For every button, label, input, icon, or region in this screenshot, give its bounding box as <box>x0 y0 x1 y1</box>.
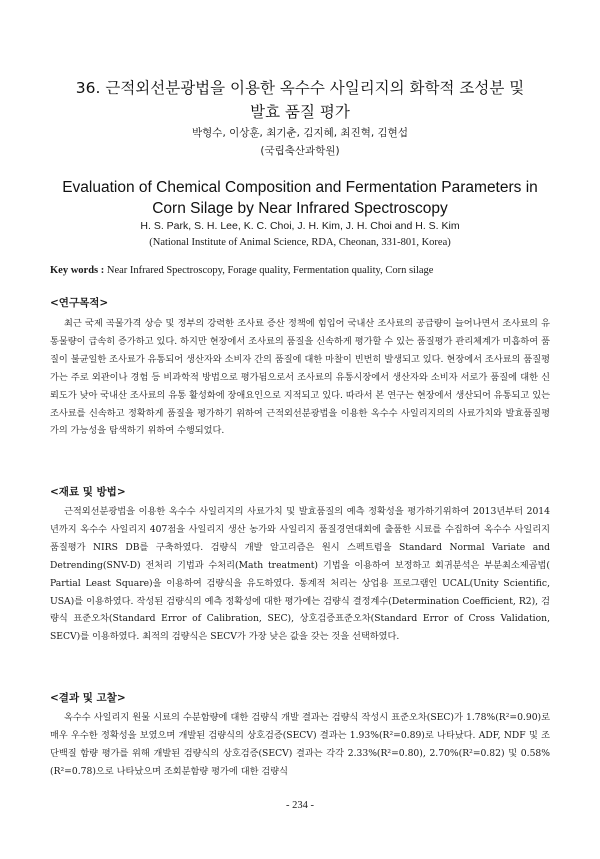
section-body-objective: 최근 국제 곡물가격 상승 및 정부의 강력한 조사료 증산 정책에 힘입어 국내산 조사료의 공급량이 늘어나면서 조사료의 유통물량이 급속히 증가하고 있다. 하지만 현장에서 조사료의 품질을 신속하게 평가할 수 있는 품질평가 관리체계가 미흡하여 품질이 불균일한 조사료가 유통되어 생산자와 소비자 간의 품질에 대한 마찰이 빈번히 발생되고 있다. 현장에서 조사료의 품질평가는 주로 외관이나 경험 등 비과학적 방법으로 평가됨으로서 조사료의 유통시장에서 생산자와 소비자 서로가 품질에 대한 신뢰도가 낮아 국내산 조사료의 유통 활성화에 장애요인으로 지적되고 있다. 따라서 본 연구는 현장에서 생산되어 유통되고 있는 조사료를 신속하고 정확하게 품질을 평가하기 위하여 근적외선분광법을 이용한 옥수수 사일리지의의 사료가치와 발효품질평가의 가능성을 탐색하기 위하여 수행되었다. <box>50 318 550 437</box>
paper-title-korean <box>40 76 560 124</box>
keywords <box>50 263 550 278</box>
authors-korean: 박형수, 이상훈, 최기춘, 김지혜, 최진혁, 김현섭 <box>192 127 408 139</box>
page-number: - 234 - <box>286 800 314 811</box>
paper-title-english <box>40 177 560 219</box>
authors-english: H. S. Park, S. H. Lee, K. C. Choi, J. H. Kim, J. H. Choi and H. S. Kim <box>140 220 460 232</box>
affiliation-korean: (국립축산과학원) <box>260 145 340 157</box>
title-en-line-2: Corn Silage by Near Infrared Spectroscopy <box>152 200 448 217</box>
section-heading-objective: <연구목적> <box>50 297 109 309</box>
section-heading-results: <결과 및 고찰> <box>50 692 126 704</box>
affiliation-english: (National Institute of Animal Science, RDA, Cheonan, 331-801, Korea) <box>149 237 451 248</box>
section-heading-methods: <재료 및 방법> <box>50 486 126 498</box>
title-en-line-1: Evaluation of Chemical Composition and Fermentation Parameters in <box>62 179 538 196</box>
keywords-label: Key words : <box>50 265 105 276</box>
title-ko-line-1: 36. 근적외선분광법을 이용한 옥수수 사일리지의 화학적 조성분 및 <box>75 79 525 97</box>
keywords-text: Near Infrared Spectroscopy, Forage quality, Fermentation quality, Corn silage <box>104 265 434 276</box>
section-body-results: 옥수수 사일리지 원물 시료의 수분함량에 대한 검량식 개발 결과는 검량식 작성시 표준오차(SEC)가 1.78%(R²=0.90)로 매우 우수한 정확성을 보였으며 개발된 검량식의 상호검증(SECV) 결과는 1.93%(R²=0.89)로 나타났다. ADF, NDF 및 조단백질 함량 평가를 위해 개발된 검량식의 상호검증(SECV) 결과는 각각 2.33%(R²=0.80), 2.70%(R²=0.82) 및 0.58%(R²=0.78)으로 나타났으며 조회분함량 평가에 대한 검량식 <box>50 712 550 777</box>
title-ko-line-2: 발효 품질 평가 <box>250 103 350 121</box>
section-body-methods: 근적외선분광법을 이용한 옥수수 사일리지의 사료가치 및 발효품질의 예측 정확성을 평가하기위하여 2013년부터 2014년까지 옥수수 사일리지 407점을 사일리지 생산 농가와 사일리지 품질경연대회에 출품한 시료를 수집하여 옥수수 사일리지 품질평가 NIRS DB를 구축하였다. 검량식 개발 알고리즘은 원시 스펙트럼을 Standard Normal Variate and Detrending(SNV-D) 전처리 기법과 수처리(Math treatment) 기법을 이용하여 보정하고 회귀분석은 부분최소제곱법( Partial Least Square)을 이용하여 검량식을 유도하였다. 통계적 처리는 상업용 프로그램인 UCAL(Unity Scientific, USA)를 이용하였다. 작성된 검량식의 예측 정확성에 대한 평가에는 검량식 결정계수(Determination Coefficient, R2), 검량식 표준오차(Standard Error of Calibration, SEC), 상호검증표준오차(Standard Error of Cross Validation, SECV)를 이용하였다. 최적의 검량식은 SECV가 가장 낮은 값을 갖는 것을 선택하였다. <box>50 506 550 643</box>
